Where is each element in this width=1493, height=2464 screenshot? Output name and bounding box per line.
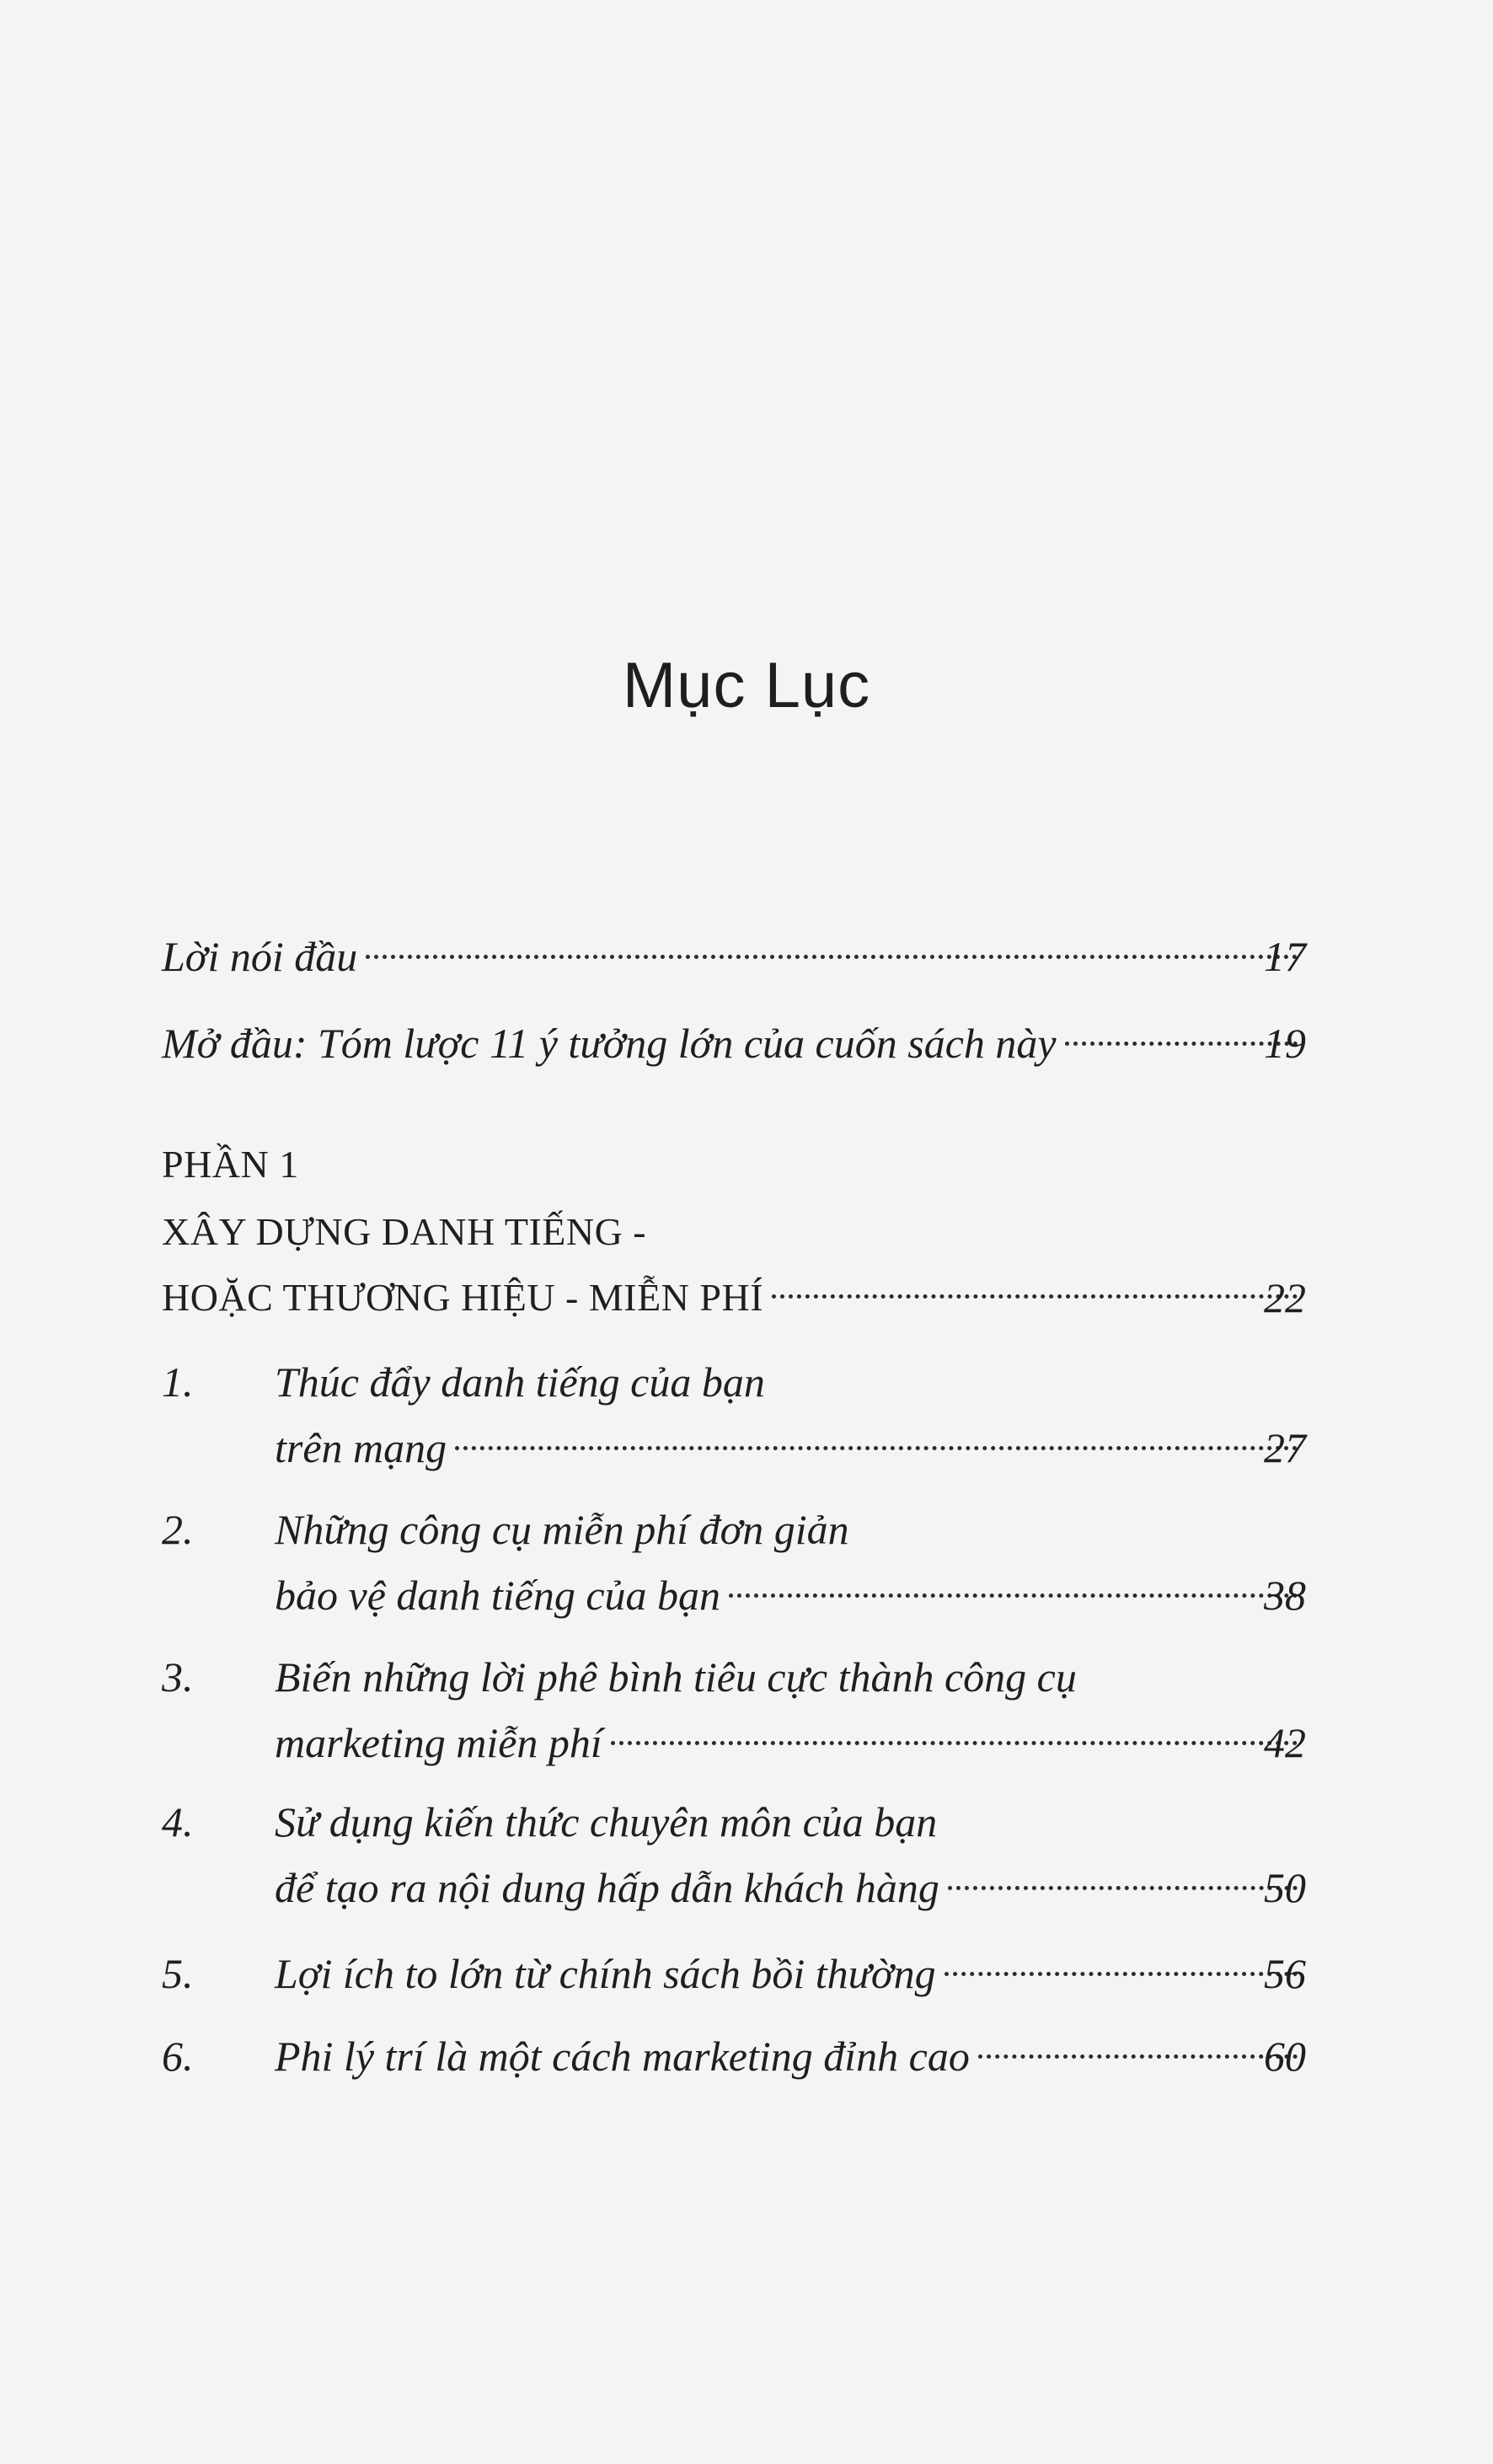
entry-text: Mở đầu: Tóm lược 11 ý tưởng lớn của cuốn sách này [162,1020,1057,1067]
chapter-2-line1 [0,1496,1493,1563]
part-title-line2-row [0,1264,1493,1331]
chapter-4-line2 [0,1854,1493,1921]
page-title: Mục Lục [622,650,871,721]
chapter-title: Sử dụng kiến thức chuyên môn của bạn [275,1798,938,1845]
part-title-line1-row [0,1198,1493,1266]
part-label: PHẦN 1 [162,1143,299,1186]
page-number: 42 [1264,1719,1306,1766]
dot-leader [978,2054,1298,2059]
chapter-title-continued: trên mạng [275,1424,447,1471]
page-number: 38 [1264,1572,1306,1619]
dot-leader [944,1972,1298,1976]
chapter-5 [0,1940,1493,2007]
page-number: 56 [1264,1950,1306,1997]
page-number: 19 [1264,1020,1306,1067]
part-label-row [0,1131,1493,1198]
chapter-title-continued: để tạo ra nội dung hấp dẫn khách hàng [275,1864,939,1911]
chapter-4-line1 [0,1788,1493,1856]
chapter-3-line1 [0,1643,1493,1711]
chapter-title-continued: marketing miễn phí [275,1719,602,1766]
chapter-title: Phi lý trí là một cách marketing đỉnh cao [275,2033,970,2080]
toc-entry-preface [0,923,1493,990]
page-number: 27 [1264,1424,1306,1471]
chapter-1-line1 [0,1348,1493,1416]
chapter-number: 2. [162,1506,194,1553]
chapter-number: 4. [162,1798,194,1845]
page-number: 17 [1264,933,1306,980]
chapter-title: Thúc đẩy danh tiếng của bạn [275,1358,765,1406]
part-title-line2: HOẶC THƯƠNG HIỆU - MIỄN PHÍ [162,1276,764,1319]
dot-leader [366,955,1298,959]
chapter-number: 1. [162,1358,194,1406]
chapter-6 [0,2022,1493,2090]
page-number: 50 [1264,1864,1306,1911]
chapter-number: 6. [162,2033,194,2080]
chapter-number: 5. [162,1950,194,1997]
chapter-title-continued: bảo vệ danh tiếng của bạn [275,1572,721,1619]
chapter-number: 3. [162,1653,194,1701]
dot-leader [948,1886,1298,1890]
dot-leader [772,1294,1298,1299]
chapter-title: Những công cụ miễn phí đơn giản [275,1506,849,1553]
chapter-3-line2 [0,1709,1493,1776]
chapter-title: Biến những lời phê bình tiêu cực thành công cụ [275,1653,1077,1701]
dot-leader [729,1594,1298,1598]
page-number: 60 [1264,2033,1306,2080]
chapter-title: Lợi ích to lớn từ chính sách bồi thường [275,1950,936,1997]
dot-leader [611,1741,1298,1745]
part-title-line1: XÂY DỰNG DANH TIẾNG - [162,1210,647,1253]
toc-entry-introduction [0,1010,1493,1077]
chapter-1-line2 [0,1414,1493,1481]
dot-leader [455,1446,1298,1450]
entry-text: Lời nói đầu [162,933,358,980]
page-number: 22 [1264,1274,1306,1321]
dot-leader [1065,1042,1298,1046]
chapter-2-line2 [0,1561,1493,1629]
